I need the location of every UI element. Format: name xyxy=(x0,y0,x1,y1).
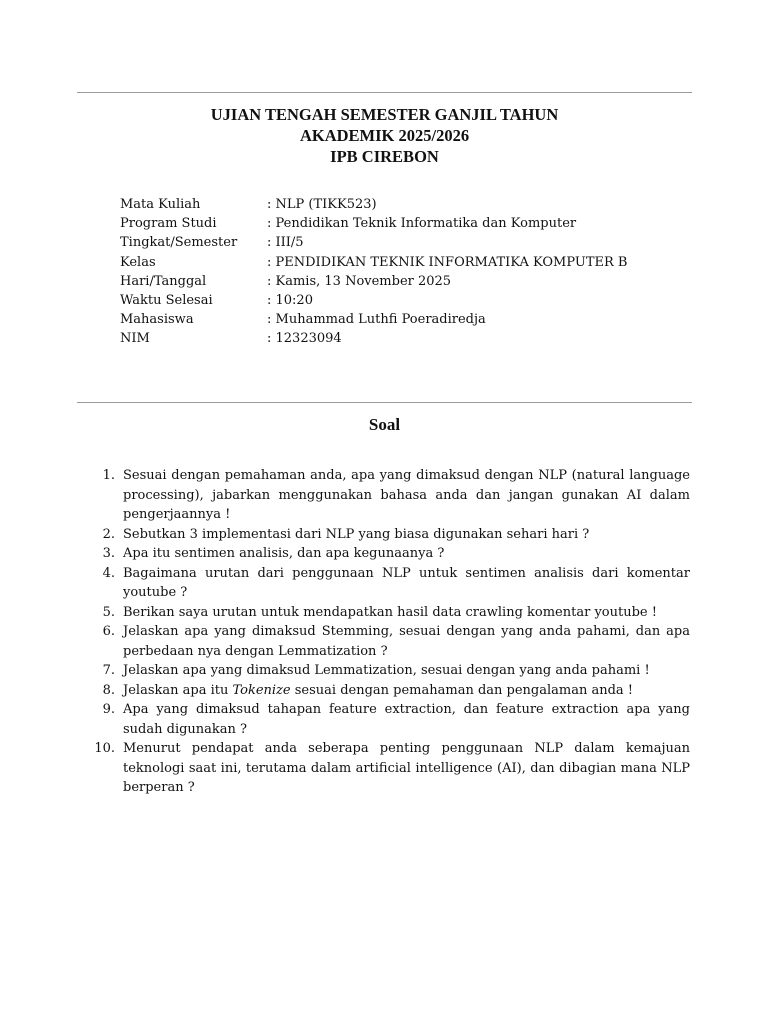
info-label: Mata Kuliah xyxy=(120,197,201,212)
question-text: Jelaskan apa itu Tokenize sesuai dengan pemahaman dan pengalaman anda ! xyxy=(123,682,634,698)
info-value: : Muhammad Luthfi Poeradiredja xyxy=(267,312,486,328)
top-divider xyxy=(77,92,692,93)
info-value: : Kamis, 13 November 2025 xyxy=(267,273,452,289)
question-text: Jelaskan apa yang dimaksud Stemming, sesuai dengan yang anda pahami, dan apa perbedaan nya dengan Lemmatization ? xyxy=(123,624,690,659)
question-item xyxy=(92,466,690,525)
question-number: 8. xyxy=(102,682,115,698)
section-divider xyxy=(77,402,692,403)
info-value: : PENDIDIKAN TEKNIK INFORMATIKA KOMPUTER B xyxy=(267,254,628,270)
question-text: Apa itu sentimen analisis, dan apa kegunaanya ? xyxy=(123,546,445,561)
exam-title xyxy=(77,104,692,167)
info-label: Tingkat/Semester xyxy=(120,235,238,251)
question-item xyxy=(92,603,690,623)
info-row-kelas xyxy=(120,253,627,272)
question-text: Apa yang dimaksud tahapan feature extraction, dan feature extraction apa yang sudah digunakan ? xyxy=(123,702,690,737)
question-number: 4. xyxy=(102,565,115,581)
question-number: 2. xyxy=(102,526,115,542)
question-text: Menurut pendapat anda seberapa penting penggunaan NLP dalam kemajuan teknologi saat ini, terutama dalam artificial intelligence (AI), dan dibagian mana NLP berperan ? xyxy=(123,741,690,795)
question-text: Berikan saya urutan untuk mendapatkan hasil data crawling komentar youtube ! xyxy=(123,604,657,620)
question-item xyxy=(92,544,690,564)
title-line-3: IPB CIREBON xyxy=(330,147,439,166)
question-number: 3. xyxy=(102,546,115,561)
info-row-mata-kuliah xyxy=(120,195,627,214)
question-list xyxy=(92,466,690,798)
question-item xyxy=(92,622,690,661)
info-label: Kelas xyxy=(120,254,156,270)
title-line-1: UJIAN TENGAH SEMESTER GANJIL TAHUN xyxy=(210,105,559,124)
soal-heading: Soal xyxy=(368,415,401,434)
question-text: Jelaskan apa yang dimaksud Lemmatization, sesuai dengan yang anda pahami ! xyxy=(123,663,650,678)
info-label: Mahasiswa xyxy=(120,312,194,328)
title-line-2: AKADEMIK 2025/2026 xyxy=(299,126,470,145)
question-text: Bagaimana urutan dari penggunaan NLP untuk sentimen analisis dari komentar youtube ? xyxy=(123,565,690,600)
info-row-tingkat-semester xyxy=(120,233,627,252)
question-number: 6. xyxy=(102,624,115,639)
italic-term: Tokenize xyxy=(232,682,291,698)
info-label: Program Studi xyxy=(120,216,217,232)
exam-info-table xyxy=(120,195,627,349)
question-number: 10. xyxy=(94,741,115,756)
info-label: Waktu Selesai xyxy=(120,293,213,309)
question-item xyxy=(92,661,690,681)
question-number: 1. xyxy=(102,468,115,483)
info-label: NIM xyxy=(120,331,150,347)
info-row-mahasiswa xyxy=(120,310,627,329)
info-value: : NLP (TIKK523) xyxy=(267,197,377,212)
info-value: : III/5 xyxy=(267,235,304,251)
question-text: Sebutkan 3 implementasi dari NLP yang biasa digunakan sehari hari ? xyxy=(123,526,590,542)
question-item xyxy=(92,525,690,545)
question-item xyxy=(92,564,690,603)
info-label: Hari/Tanggal xyxy=(120,273,207,289)
info-row-nim xyxy=(120,329,627,348)
info-value: : Pendidikan Teknik Informatika dan Komputer xyxy=(267,216,577,232)
question-number: 5. xyxy=(102,604,115,620)
question-item xyxy=(92,681,690,701)
question-item xyxy=(92,739,690,798)
info-row-hari-tanggal xyxy=(120,272,627,291)
info-value: : 12323094 xyxy=(267,331,342,347)
question-item xyxy=(92,700,690,739)
question-number: 9. xyxy=(102,702,115,717)
info-row-waktu-selesai xyxy=(120,291,627,310)
info-row-program-studi xyxy=(120,214,627,233)
question-text: Sesuai dengan pemahaman anda, apa yang dimaksud dengan NLP (natural language processing), jabarkan menggunakan bahasa anda dan jangan gunakan AI dalam pengerjaannya ! xyxy=(123,468,690,522)
info-value: : 10:20 xyxy=(267,293,313,309)
question-number: 7. xyxy=(102,663,115,678)
